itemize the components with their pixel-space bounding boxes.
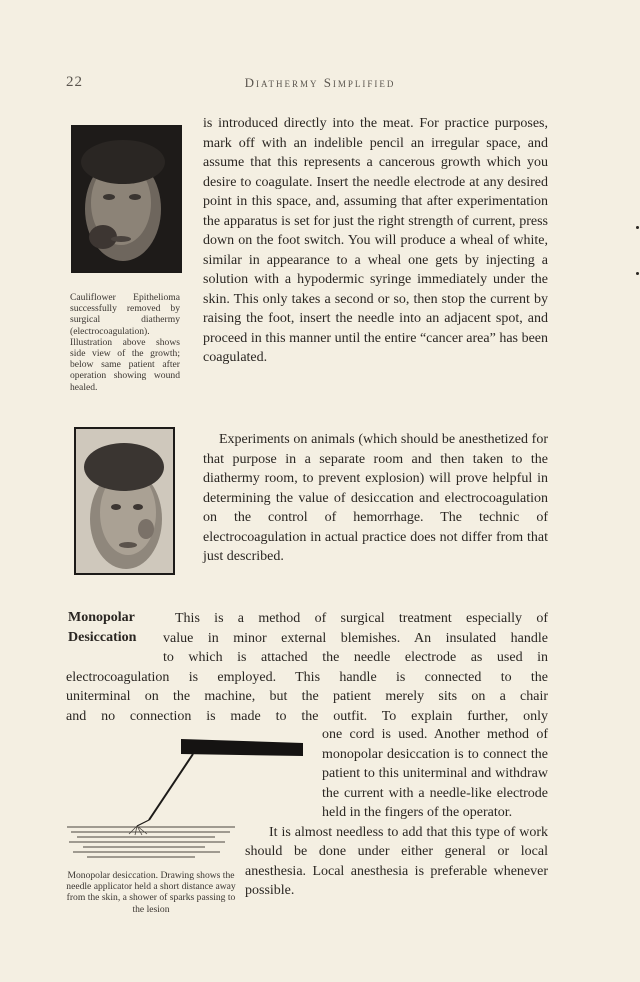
paragraph-experiments: Experiments on animals (which should be anesthetized for that purpose in a separate room and then taken to the diathermy room, to prevent explosion) will prove helpful in determining the value of desiccation and electrocoagulation on the control of hemorrhage. The technic of electrocoagulation in actual practice does not differ from that just described. — [203, 432, 548, 564]
margin-mark — [636, 226, 639, 229]
paragraph-uniterminal-text: one cord is used. Another method of monopolar desiccation is to connect the patient to this uniterminal and withdraw the current with a needle-like electrode held in the fingers of the operator. — [322, 727, 548, 820]
paragraph-practice: is introduced directly into the meat. For practice purposes, mark off with an indelible pencil an irregular space, and assume that this represents a cancerous growth which you desire to coagulate. Insert the needle electrode at any desired point in this space, and, assuming that after experimentation the apparatus is set for just the right strength of current, press down on the foot switch. You will produce a wheal of white, similar in appearance to a wheal one gets by injecting a solution with a hypodermic syringe immediately under the skin. This only takes a second or so, then stop the current by raising the foot, insert the needle into an adjacent spot, and proceed in this manner until the entire “cancer area” has been coagulated. — [203, 116, 548, 365]
drawing-caption: Monopolar desiccation. Drawing shows the needle applicator held a short distance away from the skin, a shower of sparks passing to the lesion — [66, 870, 236, 915]
margin-mark — [636, 272, 639, 275]
section-heading: Monopolar Desiccation — [68, 610, 137, 645]
photo-patient-after — [74, 427, 175, 575]
section-line: value in minor external blemishes. An insulated handle — [163, 630, 548, 646]
photo-after-image — [76, 429, 173, 573]
section-line: This is a method of surgical treatment especially of — [175, 611, 548, 626]
paragraph-anesthesia: It is almost needless to add that this type of work should be done under either general or local anesthesia. Local anesthesia is preferable whenever possible. — [245, 824, 548, 898]
paragraph-uniterminal — [245, 725, 548, 901]
section-line: and no connection is made to the outfit. To explain further, only — [66, 708, 548, 724]
running-head: Diathermy Simplified — [244, 75, 396, 90]
section-line: electrocoagulation is employed. This handle is connected to the — [66, 669, 548, 685]
section-line: uniterminal on the machine, but the patient merely sits on a chair — [66, 689, 548, 704]
page-number: 22 — [66, 74, 83, 90]
section-line: to which is attached the needle electrode as used in — [163, 650, 548, 665]
photo-caption: Cauliflower Epithelioma successfully removed by surgical diathermy (electrocoagulation). Illustration above shows side view of the growth; below same patient after operation showing wound healed. — [70, 292, 180, 393]
photo-before-image — [73, 127, 180, 271]
photo-patient-before — [71, 125, 182, 273]
